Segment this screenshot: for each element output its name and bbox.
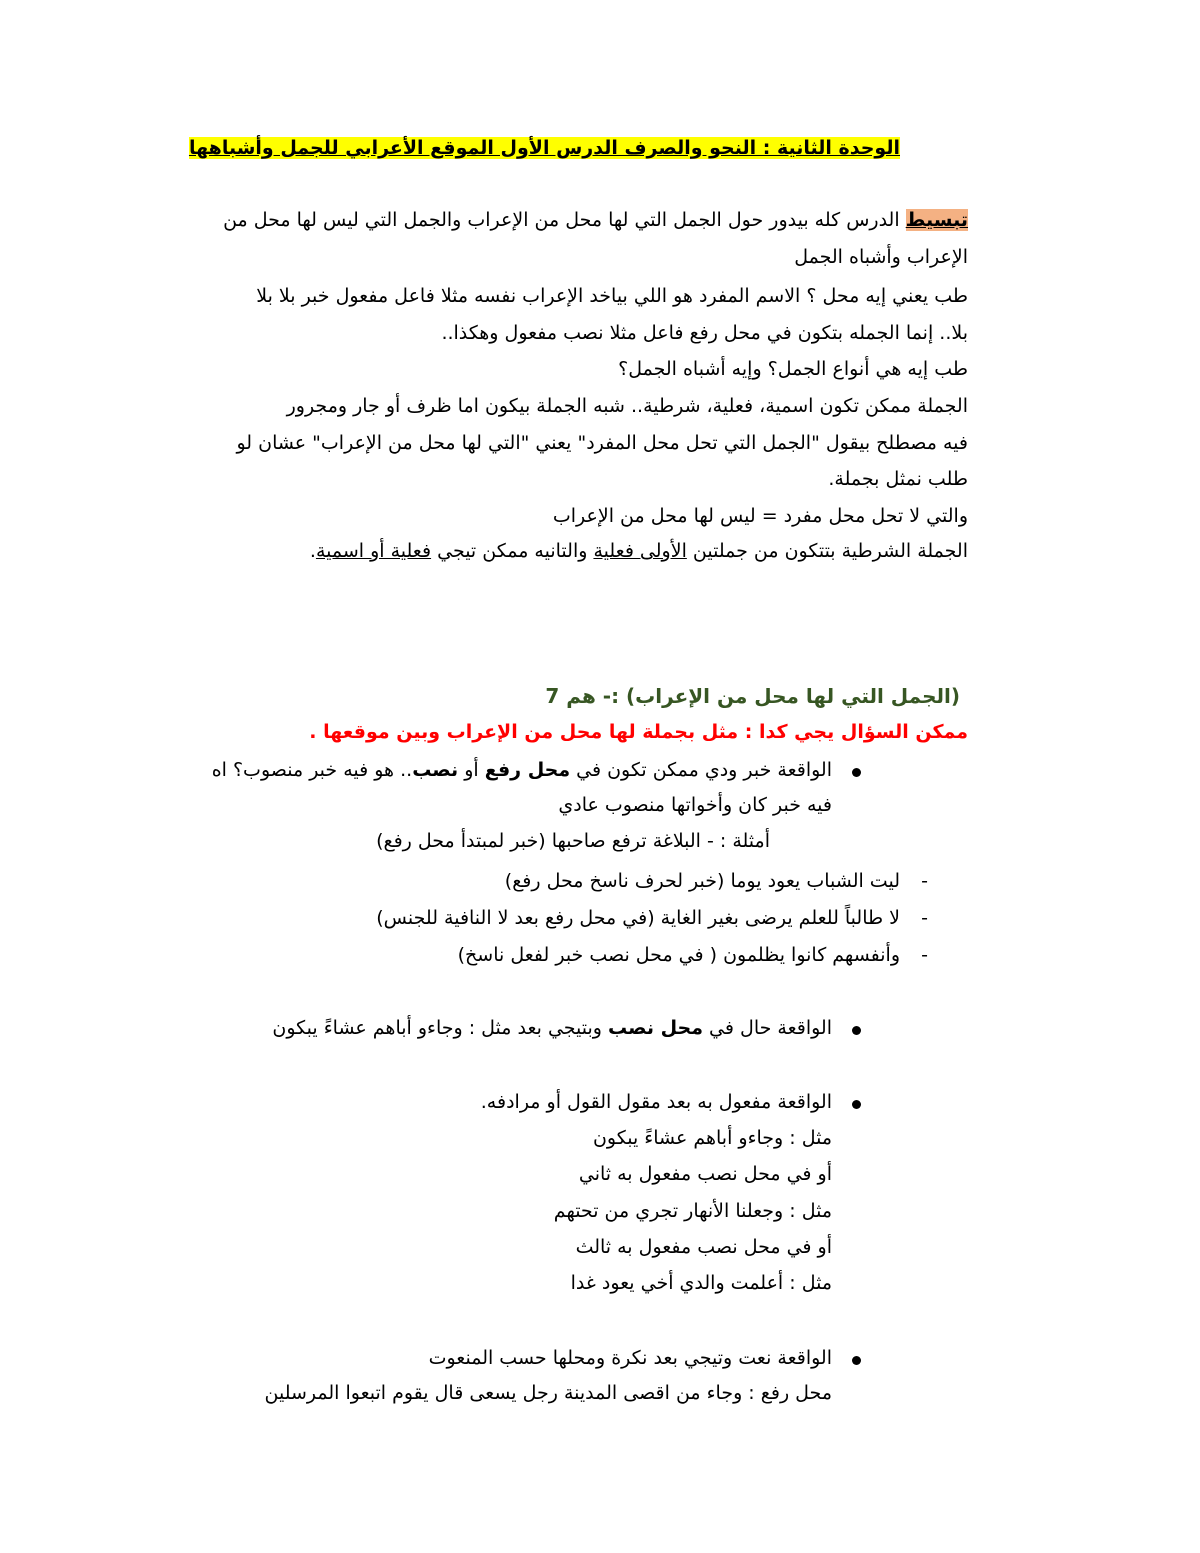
item4-line-2: محل رفع : وجاء من اقصى المدينة رجل يسعى قال يقوم اتبعوا المرسلين xyxy=(264,1382,832,1404)
bullet-icon xyxy=(852,1100,861,1109)
item1-raf: محل رفع xyxy=(484,759,571,781)
dash-icon: - xyxy=(921,944,928,966)
conditional-text-c: والتانيه ممكن تيجي xyxy=(431,540,594,562)
intro-line-2: الإعراب وأشباه الجمل xyxy=(794,246,968,268)
bullet-icon xyxy=(852,1356,861,1365)
conditional-first-sentence: الأولى فعلية xyxy=(593,540,687,562)
intro-line-9: والتي لا تحل محل مفرد = ليس لها محل من الإعراب xyxy=(552,505,968,527)
item1-examples-label: أمثلة : - البلاغة ترفع صاحبها (خبر لمبتدأ محل رفع) xyxy=(376,830,770,852)
item3-line-2: مثل : وجاءو أباهم عشاءً يبكون xyxy=(592,1127,832,1149)
item1-text-a: الواقعة خبر ودي ممكن تكون في xyxy=(570,759,832,781)
bullet-icon xyxy=(852,1026,861,1035)
intro-line-5: طب إيه هي أنواع الجمل؟ وإيه أشباه الجمل؟ xyxy=(618,358,968,380)
item1-text-c: أو xyxy=(458,759,485,781)
item3-line-6: مثل : أعلمت والدي أخي يعود غدا xyxy=(570,1272,832,1294)
item3-line-3: أو في محل نصب مفعول به ثاني xyxy=(578,1163,832,1185)
intro-line-4: بلا.. إنما الجمله بتكون في محل رفع فاعل مثلا نصب مفعول وهكذا.. xyxy=(441,322,968,344)
section-question: ممكن السؤال يجي كدا : مثل بجملة لها محل من الإعراب وبين موقعها . xyxy=(309,721,968,743)
conditional-text-a: الجملة الشرطية بتتكون من جملتين xyxy=(686,540,968,562)
simplify-tag: تبسيط xyxy=(905,209,968,231)
item3-line-4: مثل : وجعلنا الأنهار تجري من تحتهم xyxy=(553,1200,832,1222)
item1-text-e: .. هو فيه خبر منصوب؟ اه xyxy=(211,759,413,781)
intro-line-3: طب يعني إيه محل ؟ الاسم المفرد هو اللي بياخد الإعراب نفسه مثلا فاعل مفعول خبر بلا بلا xyxy=(256,285,968,307)
bullet-icon xyxy=(852,768,861,777)
item1-line-2: فيه خبر كان وأخواتها منصوب عادي xyxy=(558,794,832,816)
intro-line-1 xyxy=(223,205,968,235)
item1-example-2: لا طالباً للعلم يرضى بغير الغاية (في محل رفع بعد لا النافية للجنس) xyxy=(376,907,900,929)
intro-line-7: فيه مصطلح بيقول "الجمل التي تحل محل المفرد" يعني "التي لها محل من الإعراب" عشان لو xyxy=(236,432,968,454)
dash-icon: - xyxy=(921,907,928,929)
item2-line-1 xyxy=(272,1013,832,1043)
conditional-period: . xyxy=(309,540,316,562)
item1-example-3: وأنفسهم كانوا يظلمون ( في محل نصب خبر لفعل ناسخ) xyxy=(457,944,900,966)
conditional-second-sentence: فعلية أو اسمية xyxy=(315,540,432,562)
section-heading: (الجمل التي لها محل من الإعراب) :- هم 7 xyxy=(545,684,960,708)
title-text: الوحدة الثانية : النحو والصرف الدرس الأول الموقع الأعرابي للجمل وأشباهها xyxy=(188,137,900,159)
document-title xyxy=(189,133,900,163)
dash-icon: - xyxy=(921,870,928,892)
item1-nasb: نصب xyxy=(412,759,459,781)
item1-line-1 xyxy=(212,755,832,785)
item2-text-a: الواقعة حال في xyxy=(703,1017,832,1039)
intro-line-10 xyxy=(310,536,968,566)
item2-nasb: محل نصب xyxy=(608,1017,704,1039)
item2-text-c: وبتيجي بعد مثل : وجاءو أباهم عشاءً يبكون xyxy=(272,1017,609,1039)
intro-line-8: طلب نمثل بجملة. xyxy=(828,468,968,490)
intro-text-1: الدرس كله بيدور حول الجمل التي لها محل من الإعراب والجمل التي ليس لها محل من xyxy=(223,209,906,231)
intro-line-6: الجملة ممكن تكون اسمية، فعلية، شرطية.. شبه الجملة بيكون اما ظرف أو جار ومجرور xyxy=(286,395,968,417)
item3-line-5: أو في محل نصب مفعول به ثالث xyxy=(575,1236,832,1258)
item3-line-1: الواقعة مفعول به بعد مقول القول أو مرادفه. xyxy=(480,1091,832,1113)
item1-example-1: ليت الشباب يعود يوما (خبر لحرف ناسخ محل رفع) xyxy=(504,870,900,892)
item4-line-1: الواقعة نعت وتيجي بعد نكرة ومحلها حسب المنعوت xyxy=(428,1347,832,1369)
